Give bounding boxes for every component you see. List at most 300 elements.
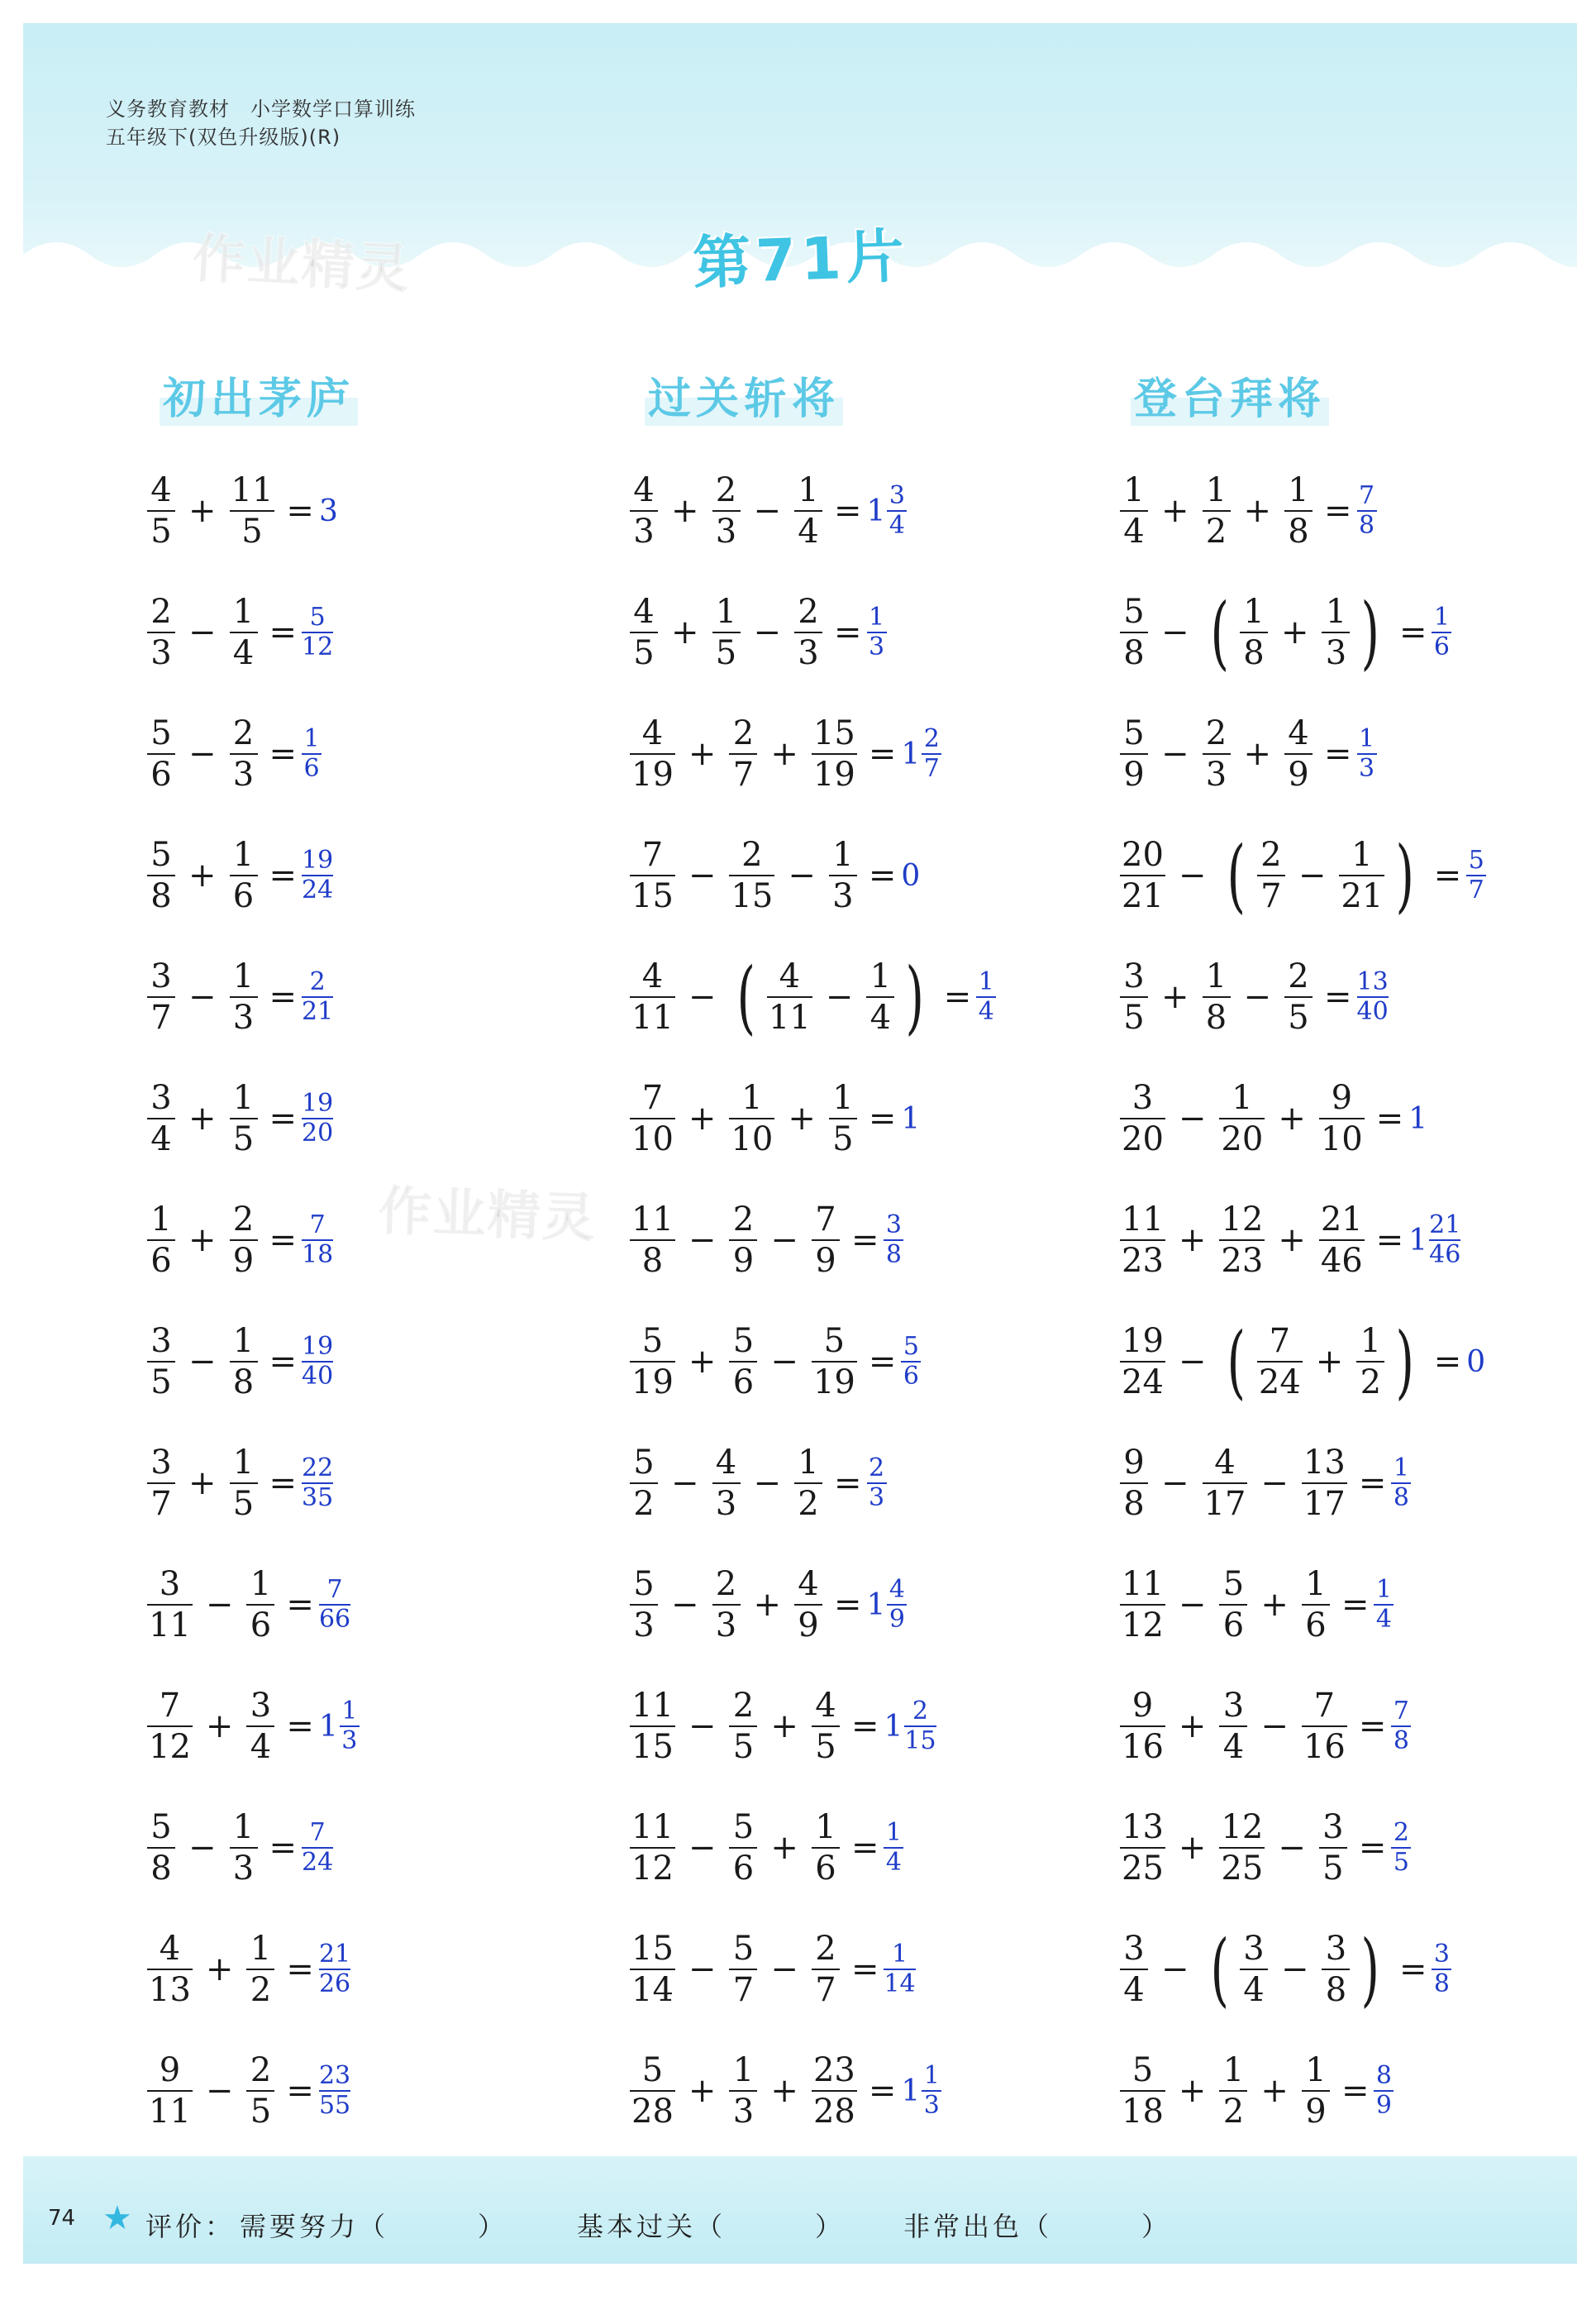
right-paren: ) <box>1360 1923 1380 2016</box>
fraction <box>630 838 675 914</box>
problem-row <box>145 1555 350 1654</box>
answer-numerator: 5 <box>1468 846 1484 875</box>
answer-numerator: 19 <box>302 1332 334 1361</box>
numerator: 3 <box>1325 1930 1347 1968</box>
denominator: 9 <box>815 1242 836 1280</box>
evaluation-pass: 基本过关（ ） <box>577 2211 846 2242</box>
fraction-bar <box>246 1604 274 1606</box>
numerator: 2 <box>715 471 737 509</box>
answer-numerator: 1 <box>1375 1575 1392 1604</box>
fraction <box>630 1567 658 1643</box>
denominator: 20 <box>1221 1120 1264 1158</box>
answer-denominator: 3 <box>869 1483 885 1512</box>
equals-sign: = <box>269 1829 298 1867</box>
fraction <box>729 1324 757 1400</box>
answer-fraction <box>319 1577 350 1632</box>
numerator: 4 <box>798 1565 819 1603</box>
plus-sign: + <box>1178 2072 1207 2110</box>
numerator: 1 <box>1205 957 1227 995</box>
problem-row <box>1118 826 1486 925</box>
fraction-bar <box>794 1604 822 1606</box>
fraction-bar <box>630 1604 658 1606</box>
denominator: 20 <box>1122 1120 1164 1158</box>
right-paren: ) <box>1395 1315 1415 1408</box>
equals-sign: = <box>868 857 897 895</box>
fraction <box>1120 1810 1165 1886</box>
fraction <box>147 1810 175 1886</box>
watermark: 作业精灵 <box>377 1181 598 1250</box>
fraction-bar <box>729 1361 757 1363</box>
fraction-bar <box>1257 1361 1303 1363</box>
answer-denominator: 6 <box>303 754 320 783</box>
answer-fraction <box>1432 1942 1451 1997</box>
fraction-bar <box>829 1118 857 1119</box>
numerator: 1 <box>798 471 819 509</box>
fraction-bar <box>812 753 857 755</box>
minus-sign: − <box>1178 1100 1207 1138</box>
fraction <box>1120 473 1148 549</box>
numerator: 7 <box>815 1200 836 1239</box>
answer-denominator: 35 <box>302 1483 334 1512</box>
numerator: 15 <box>631 1930 674 1968</box>
answer-fraction <box>867 605 887 660</box>
numerator: 4 <box>1288 714 1309 752</box>
denominator: 9 <box>1123 756 1145 794</box>
minus-sign: − <box>770 1343 798 1381</box>
answer-numerator: 1 <box>978 967 994 996</box>
answer-numerator: 1 <box>923 2061 940 2090</box>
handwritten-answer <box>866 481 908 540</box>
minus-sign: − <box>770 1950 798 1988</box>
answer-whole: 1 <box>1408 1223 1428 1258</box>
denominator: 8 <box>1243 634 1265 672</box>
denominator: 5 <box>241 513 263 551</box>
denominator: 4 <box>232 634 255 672</box>
numerator: 1 <box>1351 836 1373 874</box>
fraction <box>630 1810 675 1886</box>
fraction-bar <box>1120 875 1165 876</box>
problem-row <box>628 1191 903 1290</box>
numerator: 4 <box>641 957 664 995</box>
answer-denominator: 4 <box>885 1848 902 1877</box>
numerator: 4 <box>150 471 172 509</box>
numerator: 1 <box>250 1565 272 1603</box>
minus-sign: − <box>205 2072 234 2110</box>
fraction <box>1284 716 1313 792</box>
numerator: 5 <box>1123 593 1145 631</box>
fraction-bar <box>1120 2090 1165 2092</box>
equals-sign: = <box>269 1100 298 1138</box>
fraction-bar <box>147 510 175 512</box>
plus-sign: + <box>205 1950 234 1988</box>
fraction <box>230 1445 258 1521</box>
fraction-bar <box>1356 1361 1384 1363</box>
denominator: 6 <box>732 1363 755 1401</box>
problem-row <box>628 1677 936 1776</box>
fraction <box>1120 1324 1165 1400</box>
fraction <box>230 716 258 792</box>
handwritten-answer <box>302 848 333 903</box>
answer-numerator: 2 <box>869 1453 885 1482</box>
answer-denominator: 40 <box>302 1362 334 1391</box>
handwritten-answer <box>1391 1699 1411 1754</box>
fraction-bar <box>230 996 258 998</box>
fraction-bar <box>1322 1969 1350 1970</box>
evaluation-needs-effort: 需要努力（ ） <box>240 2211 508 2242</box>
answer-denominator: 66 <box>318 1605 351 1634</box>
answer-fraction <box>302 1091 333 1146</box>
fraction <box>712 1567 741 1643</box>
handwritten-answer <box>901 1334 921 1389</box>
equals-sign: = <box>286 1950 314 1988</box>
fraction-bar <box>1120 1847 1165 1849</box>
minus-sign: − <box>770 1221 798 1259</box>
problem-row <box>145 1434 333 1533</box>
fraction <box>147 959 175 1035</box>
fraction-bar <box>630 1725 675 1727</box>
numerator: 7 <box>641 836 664 874</box>
equals-sign: = <box>1433 857 1462 895</box>
minus-sign: − <box>1178 857 1207 895</box>
minus-sign: − <box>688 1950 717 1988</box>
denominator: 3 <box>1325 634 1347 672</box>
fraction-bar <box>812 1969 840 1970</box>
fraction-bar <box>1339 875 1384 876</box>
fraction <box>230 1810 258 1886</box>
answer-denominator: 6 <box>903 1362 919 1391</box>
handwritten-answer <box>319 494 340 528</box>
minus-sign: − <box>788 857 816 895</box>
fraction-bar <box>1257 875 1285 876</box>
answer-fraction <box>922 724 941 783</box>
fraction <box>630 1445 658 1521</box>
denominator: 4 <box>1123 1971 1145 2009</box>
denominator: 10 <box>731 1120 774 1158</box>
numerator: 20 <box>1122 836 1164 874</box>
answer-numerator: 7 <box>326 1575 343 1604</box>
denominator: 12 <box>1122 1606 1164 1644</box>
denominator: 5 <box>232 1120 255 1158</box>
fraction <box>812 2053 857 2129</box>
fraction <box>630 1202 675 1278</box>
fraction-bar <box>630 875 675 876</box>
denominator: 8 <box>641 1242 664 1280</box>
fraction <box>812 716 857 792</box>
fraction-bar <box>812 1239 840 1241</box>
fraction-bar <box>630 1482 658 1484</box>
fraction <box>230 594 258 671</box>
series-title: 义务教育教材 小学数学口算训练 <box>106 98 416 121</box>
numerator: 3 <box>150 1444 172 1482</box>
handwritten-answer <box>1391 1818 1411 1877</box>
fraction-bar <box>630 753 675 755</box>
fraction-bar <box>729 1847 757 1849</box>
numerator: 12 <box>1221 1808 1264 1846</box>
denominator: 28 <box>631 2093 674 2131</box>
plus-sign: + <box>671 492 699 530</box>
denominator: 9 <box>732 1242 755 1280</box>
problem-row <box>628 583 887 682</box>
fraction-bar <box>230 1847 258 1849</box>
denominator: 23 <box>1122 1242 1164 1280</box>
numerator: 1 <box>715 593 737 631</box>
fraction <box>1120 959 1148 1035</box>
fraction <box>1120 838 1165 914</box>
answer-fraction <box>1357 481 1377 540</box>
handwritten-answer <box>302 1091 333 1146</box>
fraction-bar <box>147 1969 193 1970</box>
fraction <box>1120 1081 1165 1157</box>
numerator: 1 <box>1123 471 1145 509</box>
answer-numerator: 1 <box>341 1697 358 1725</box>
denominator: 8 <box>150 877 172 915</box>
denominator: 3 <box>232 756 255 794</box>
fraction-bar <box>147 875 175 876</box>
answer-denominator: 6 <box>1433 632 1450 661</box>
numerator: 2 <box>732 1687 755 1725</box>
answer-fraction <box>302 605 333 660</box>
problem-row <box>628 826 922 925</box>
equals-sign: = <box>868 735 897 773</box>
answer-whole: 0 <box>1466 1344 1486 1379</box>
handwritten-answer <box>1356 967 1389 1026</box>
minus-sign: − <box>671 1586 699 1624</box>
numerator: 1 <box>232 593 255 631</box>
fraction <box>630 594 658 671</box>
minus-sign: − <box>688 1829 717 1867</box>
numerator: 5 <box>150 714 172 752</box>
fraction <box>729 716 757 792</box>
numerator: 1 <box>232 1808 255 1846</box>
answer-denominator: 20 <box>302 1119 334 1148</box>
minus-sign: − <box>1260 1707 1289 1745</box>
numerator: 19 <box>1122 1322 1164 1360</box>
fraction-bar <box>230 1239 258 1241</box>
answer-whole: 1 <box>901 1101 921 1136</box>
answer-fraction <box>884 1942 915 1997</box>
minus-sign: − <box>188 1343 217 1381</box>
denominator: 15 <box>731 877 774 915</box>
handwritten-answer <box>1466 1345 1487 1379</box>
problem-row <box>628 704 941 804</box>
minus-sign: − <box>1161 613 1189 651</box>
plus-sign: + <box>205 1707 234 1745</box>
numerator: 4 <box>633 471 655 509</box>
equals-sign: = <box>1358 1464 1387 1502</box>
fraction-bar <box>794 1482 822 1484</box>
fraction <box>794 594 822 671</box>
plus-sign: + <box>770 1707 798 1745</box>
fraction <box>246 1567 274 1643</box>
fraction <box>147 1688 193 1764</box>
problem-row <box>628 2041 941 2141</box>
equals-sign: = <box>269 1221 298 1259</box>
answer-numerator: 1 <box>885 1818 902 1847</box>
fraction <box>1203 716 1231 792</box>
numerator: 1 <box>1205 471 1227 509</box>
numerator: 1 <box>1360 1322 1382 1360</box>
minus-sign: − <box>205 1586 234 1624</box>
equals-sign: = <box>269 857 298 895</box>
fraction-bar <box>1302 1725 1347 1727</box>
fraction <box>1219 2053 1247 2129</box>
answer-whole: 1 <box>1408 1101 1428 1136</box>
handwritten-answer <box>1432 605 1451 660</box>
fraction <box>1219 1081 1265 1157</box>
fraction-bar <box>729 875 774 876</box>
fraction-bar <box>1319 1118 1365 1119</box>
problem-row <box>1118 1920 1451 2019</box>
problem-row <box>145 461 340 561</box>
numerator: 3 <box>1222 1687 1245 1725</box>
numerator: 4 <box>159 1930 181 1968</box>
plus-sign: + <box>1178 1221 1207 1259</box>
problem-row <box>1118 1555 1394 1654</box>
denominator: 11 <box>631 999 674 1037</box>
fraction <box>767 959 812 1035</box>
fraction-bar <box>230 510 275 512</box>
answer-fraction <box>319 1942 350 1997</box>
numerator: 7 <box>641 1079 664 1117</box>
fraction <box>1319 1202 1365 1278</box>
numerator: 4 <box>641 714 664 752</box>
numerator: 9 <box>1123 1444 1145 1482</box>
handwritten-answer <box>901 724 941 783</box>
right-paren: ) <box>1360 586 1380 679</box>
minus-sign: − <box>188 735 217 773</box>
fraction <box>729 1931 757 2007</box>
equals-sign: = <box>834 492 862 530</box>
denominator: 15 <box>631 877 674 915</box>
answer-fraction <box>887 1577 907 1632</box>
answer-fraction <box>887 481 907 540</box>
numerator: 2 <box>1260 836 1282 874</box>
denominator: 9 <box>798 1606 819 1644</box>
fraction <box>1257 838 1285 914</box>
left-paren: ( <box>1227 1315 1246 1408</box>
answer-fraction <box>976 967 996 1026</box>
numerator: 3 <box>1322 1808 1344 1846</box>
worksheet-page <box>23 23 1577 2287</box>
denominator: 3 <box>150 634 172 672</box>
denominator: 19 <box>631 1363 674 1401</box>
fraction <box>147 1567 193 1643</box>
fraction <box>147 1445 175 1521</box>
problem-row <box>145 1069 333 1168</box>
minus-sign: − <box>188 1829 217 1867</box>
fraction-bar <box>147 1361 175 1363</box>
answer-fraction <box>302 1453 334 1512</box>
left-paren: ( <box>1210 1923 1229 2016</box>
equals-sign: = <box>850 1950 879 1988</box>
answer-numerator: 4 <box>889 1575 905 1604</box>
denominator: 11 <box>768 999 811 1037</box>
problem-row <box>145 1191 333 1290</box>
fraction-bar <box>147 632 175 633</box>
numerator: 1 <box>1288 471 1309 509</box>
denominator: 3 <box>715 1485 737 1523</box>
numerator: 12 <box>1221 1200 1264 1239</box>
answer-whole: 1 <box>901 2074 921 2108</box>
fraction <box>1219 1688 1247 1764</box>
fraction-bar <box>147 1118 175 1119</box>
denominator: 7 <box>815 1971 836 2009</box>
denominator: 8 <box>232 1363 255 1401</box>
fraction-bar <box>630 632 658 633</box>
problem-row <box>145 1312 333 1411</box>
numerator: 13 <box>1122 1808 1164 1846</box>
problem-row <box>145 583 333 682</box>
fraction <box>630 2053 675 2129</box>
problem-row <box>1118 1434 1411 1533</box>
plus-sign: + <box>688 2072 717 2110</box>
numerator: 2 <box>715 1565 737 1603</box>
fraction <box>1339 838 1384 914</box>
plus-sign: + <box>1161 978 1189 1016</box>
answer-fraction <box>1356 967 1389 1026</box>
answer-denominator: 5 <box>1393 1848 1409 1877</box>
denominator: 10 <box>1320 1120 1363 1158</box>
answer-denominator: 3 <box>341 1726 358 1755</box>
fraction <box>1219 1810 1265 1886</box>
minus-sign: − <box>671 1464 699 1502</box>
problem-row <box>145 2041 350 2141</box>
answer-denominator: 21 <box>302 997 334 1026</box>
fraction-bar <box>1120 1361 1165 1363</box>
handwritten-answer <box>1466 848 1486 903</box>
plus-sign: + <box>188 1100 217 1138</box>
answer-fraction <box>867 1453 887 1512</box>
numerator: 5 <box>150 1808 172 1846</box>
fraction <box>729 1081 774 1157</box>
equals-sign: = <box>1341 1586 1370 1624</box>
denominator: 28 <box>812 2093 855 2131</box>
fraction <box>729 2053 757 2129</box>
denominator: 12 <box>149 1728 191 1766</box>
minus-sign: − <box>688 1221 717 1259</box>
denominator: 6 <box>250 1606 272 1644</box>
fraction-bar <box>230 753 258 755</box>
equals-sign: = <box>269 613 298 651</box>
fraction-bar <box>147 1482 175 1484</box>
numerator: 1 <box>1243 593 1265 631</box>
fraction-bar <box>1203 1482 1248 1484</box>
denominator: 8 <box>1123 634 1145 672</box>
fraction <box>246 2053 274 2129</box>
denominator: 14 <box>631 1971 674 2009</box>
numerator: 9 <box>1131 1687 1154 1725</box>
numerator: 11 <box>631 1687 674 1725</box>
fraction-bar <box>1284 510 1313 512</box>
problem-row <box>1118 947 1389 1047</box>
equals-sign: = <box>1398 613 1427 651</box>
fraction-bar <box>147 1847 175 1849</box>
fraction-bar <box>630 510 658 512</box>
fraction-bar <box>1219 1239 1265 1241</box>
fraction <box>829 838 857 914</box>
fraction-bar <box>147 2090 193 2092</box>
denominator: 19 <box>812 1363 855 1401</box>
denominator: 6 <box>150 1242 172 1280</box>
denominator: 11 <box>149 1606 191 1644</box>
numerator: 4 <box>715 1444 737 1482</box>
equals-sign: = <box>1341 2072 1370 2110</box>
minus-sign: − <box>1178 1343 1207 1381</box>
denominator: 15 <box>631 1728 674 1766</box>
denominator: 7 <box>1260 877 1282 915</box>
denominator: 46 <box>1320 1242 1363 1280</box>
numerator: 23 <box>812 2051 855 2089</box>
